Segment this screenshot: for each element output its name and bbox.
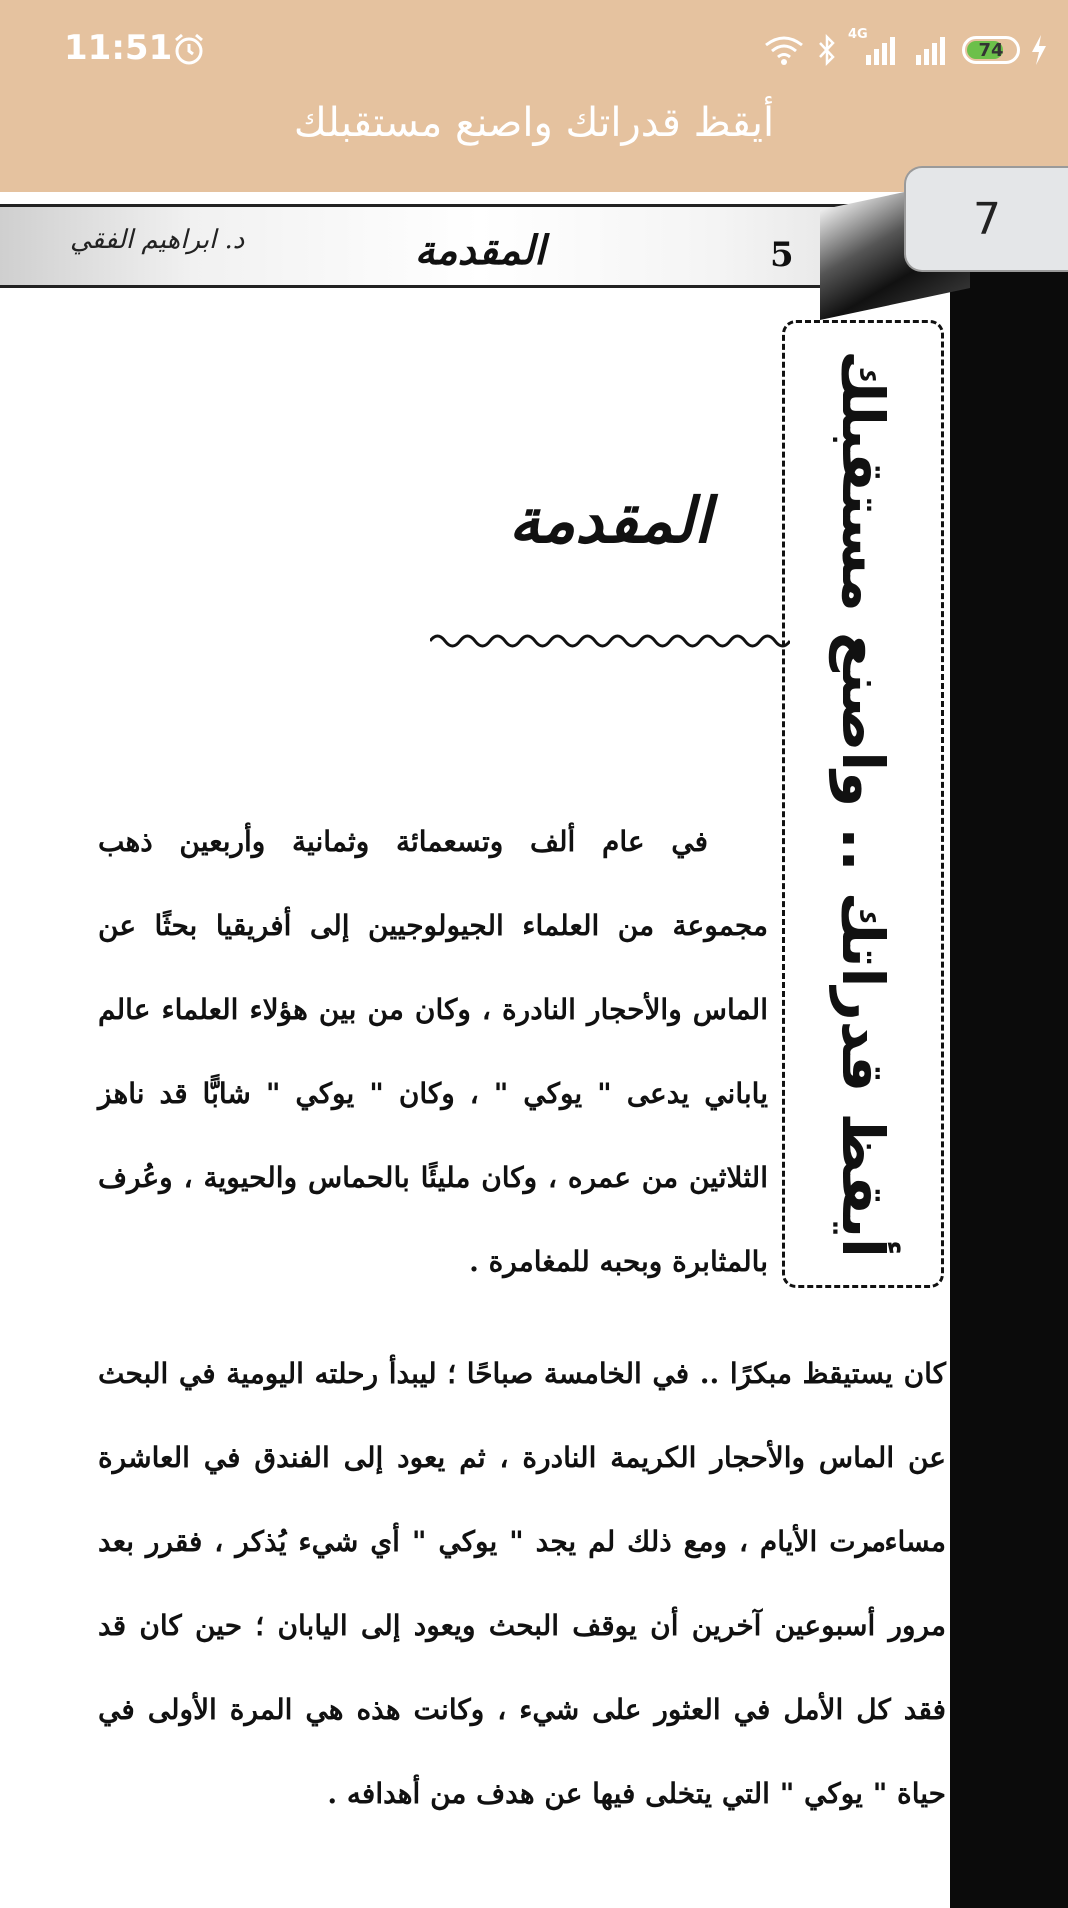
page-number: 5 [770,235,794,275]
battery-icon [962,36,1020,64]
side-title-box [782,320,944,1288]
app-top-bar [0,0,1068,192]
app-title: أيقظ قدراتك واصنع مستقبلك [293,100,775,146]
wifi-icon [762,33,806,67]
side-title: أيقظ قدراتك .. واصنع مستقبلك [829,350,897,1258]
status-time: 11:51 [64,28,173,68]
alarm-icon [172,32,206,66]
network-label: 4G [848,27,868,42]
scanned-page[interactable] [0,192,1068,1908]
section-title: المقدمة [508,484,712,557]
paragraph-morning: كان يستيقظ مبكرًا .. في الخامسة صباحًا ؛ ليبدأ رحلته اليومية في البحث عن الماس والأحجار الكريمة النادرة ، ثم يعود إلى الفندق في العاشرة مساء . [98,1357,946,1558]
battery-level: 74 [978,39,1004,61]
paragraph-days: مرت الأيام ، ومع ذلك لم يجد " يوكي " أي شيء يُذكر ، فقرر بعد مرور أسبوعين آخرين أن يوقف البحث ويعود إلى اليابان ؛ حين كان قد فقد كل الأمل في العثور على شيء ، وكانت هذه هي المرة الأولى في حياة " يوكي " التي يتخلى فيها عن هدف من أهدافه . [98,1525,946,1810]
signal-4g-icon [848,27,902,67]
page-header [0,204,960,288]
wavy-underline [430,626,790,656]
charging-icon [1030,33,1048,67]
status-icons [762,28,1048,72]
paragraph-intro: في عام ألف وتسعمائة وثمانية وأربعين ذهب مجموعة من العلماء الجيولوجيين إلى أفريقيا بحثًا عن الماس والأحجار النادرة ، وكان من بين هؤلاء العلماء عالم ياباني يدعى " يوكي " ، وكان " يوكي " شابًّا قد ناهز الثلاثين من عمره ، وكان مليئًا بالحماس والحيوية ، وعُرف بالمثابرة وبحبه للمغامرة . [98,825,768,1278]
page-shadow-edge [950,262,1068,1908]
page-counter-badge[interactable]: 7 [904,166,1068,272]
header-title: المقدمة [414,227,546,274]
bluetooth-icon [816,33,838,67]
signal-icon [912,33,952,67]
header-author: د. ابراهيم الفقي [70,225,245,255]
